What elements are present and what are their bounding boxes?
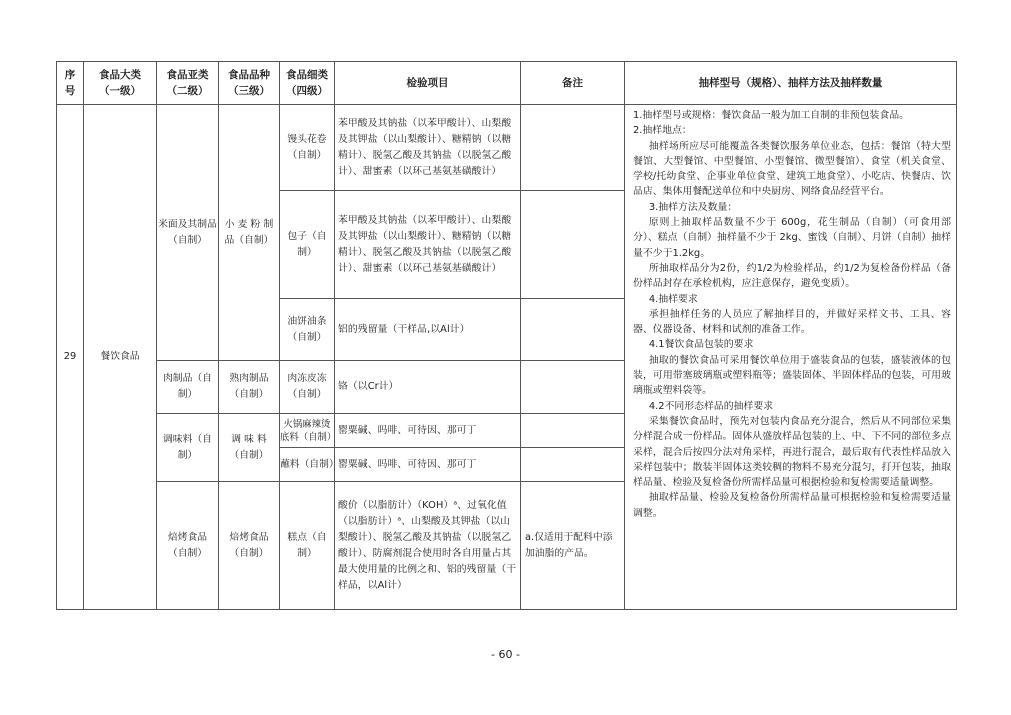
note-cell: a.仅适用于配料中添加油脂的产品。 [521, 482, 625, 610]
test-items-cell: 铬（以Cr计） [335, 361, 521, 414]
header-cat1: 食品大类 （一级） [84, 62, 157, 105]
test-items-cell: 苯甲酸及其钠盐（以苯甲酸计）、山梨酸及其钾盐（以山梨酸计）、糖精钠（以糖精计）、脱氢乙酸及其钠盐（以脱氢乙酸计）、甜蜜素（以环己基氨基磺酸计） [335, 105, 521, 191]
cat2-cell: 米面及其制品 （自制） [157, 105, 219, 361]
cat4-cell: 蘸料（自制） [280, 448, 335, 482]
method-p11: 4.2不同形态样品的抽样要求 [648, 400, 774, 412]
method-p2: 2.抽样地点： [633, 125, 692, 137]
header-cat3: 食品品种 （三级） [219, 62, 280, 105]
header-row [57, 62, 957, 105]
header-note: 备注 [521, 62, 625, 105]
page-number: - 60 - [491, 648, 520, 661]
cat4-cell: 糕点（自 制） [280, 482, 335, 610]
cat4-cell: 肉冻皮冻 （自制） [280, 361, 335, 414]
test-items-cell: 苯甲酸及其钠盐（以苯甲酸计）、山梨酸及其钾盐（以山梨酸计）、糖精钠（以糖精计）、脱氢乙酸及其钠盐（以脱氢乙酸计）、甜蜜素（以环己基氨基磺酸计） [335, 191, 521, 299]
cat2-cell: 焙烤食品 （自制） [157, 482, 219, 610]
note-cell [521, 414, 625, 448]
method-p8: 承担抽样任务的人员应了解抽样目的，并做好采样文书、工具、容器、仪器设备、材料和试剂的准备工作。 [633, 308, 951, 336]
method-p13: 抽取样品量、检验及复检备份所需样品量可根据检验和复检需要适量调整。 [633, 492, 951, 519]
note-cell [521, 448, 625, 482]
cat2-cell: 调味料（自 制） [157, 414, 219, 482]
test-items-cell: 铝的残留量（干样品,以Al计） [335, 299, 521, 361]
cat4-cell: 火锅麻辣烫 底料（自制） [280, 414, 335, 448]
note-cell [521, 105, 625, 191]
method-p7: 4.抽样要求 [648, 293, 698, 305]
note-cell [521, 191, 625, 299]
note-cell [521, 361, 625, 414]
cat3-cell: 调 味 料 （自制） [219, 414, 280, 482]
header-items: 检验项目 [335, 62, 521, 105]
sampling-table [56, 61, 957, 610]
note-cell [521, 299, 625, 361]
method-p9: 4.1餐饮食品包装的要求 [648, 339, 754, 351]
header-seq: 序 号 [57, 62, 84, 105]
test-items-cell: 罂粟碱、吗啡、可待因、那可丁 [335, 448, 521, 482]
method-p4: 3.抽样方法及数量： [648, 201, 738, 213]
cat3-cell: 熟肉制品 （自制） [219, 361, 280, 414]
method-p3: 抽样场所应尽可能覆盖各类餐饮服务单位业态，包括：餐馆（特大型餐馆、大型餐馆、中型餐馆、小型餐馆、微型餐馆）、食堂（机关食堂、学校/托幼食堂、企事业单位食堂、建筑工地食堂）、小吃店、快餐店、饮品店、集体用餐配送单位和中央厨房、网络食品经营平台。 [633, 140, 951, 198]
seq-cell: 29 [57, 105, 84, 610]
cat1-cell: 餐饮食品 [84, 105, 157, 610]
cat4-cell: 包子（自 制） [280, 191, 335, 299]
cat2-cell: 肉制品（自 制） [157, 361, 219, 414]
method-p6: 所抽取样品分为2份，约1/2为检验样品，约1/2为复检备份样品（备 份样品封存在承检机构，应注意保存，避免变质）。 [633, 262, 951, 290]
test-items-cell: 酸价（以脂肪计）（KOH）ᵃ、过氧化值（以脂肪计）ᵃ、山梨酸及其钾盐（以山梨酸计）、脱氢乙酸及其钠盐（以脱氢乙酸计）、防腐剂混合使用时各自用量占其最大使用量的比例之和、铝的残留量（干样品，以Al计） [335, 482, 521, 610]
cat4-cell: 馒头花卷 （自制） [280, 105, 335, 191]
test-items-cell: 罂粟碱、吗啡、可待因、那可丁 [335, 414, 521, 448]
header-cat4: 食品细类 （四级） [280, 62, 335, 105]
method-p10: 抽取的餐饮食品可采用餐饮单位用于盛装食品的包装，盛装液体的包装，可用带塞玻璃瓶或塑料瓶等；盛装固体、半固体样品的包装，可用玻璃瓶或塑料袋等。 [633, 354, 951, 397]
table-row [57, 105, 957, 191]
header-method: 抽样型号（规格）、抽样方法及抽样数量 [625, 62, 957, 105]
method-p5: 原则上抽取样品数量不少于 600g，花生制品（自制）（可食用部分）、糕点（自制）抽样量不少于 2kg、蜜饯（自制）、月饼（自制）抽样量不少于1.2kg。 [633, 217, 951, 259]
method-p12: 采集餐饮食品时，预先对包装内食品充分混合，然后从不同部位采集分样混合成一份样品。固体从盛放样品包装的上、中、下不同的部位多点采样，混合后按四分法对角采样，再进行混合，最后取有代表性样品放入采样包装中；散装半固体这类较稠的物料不易充分混匀，打开包装，抽取样品量、检验及复检备份所需样品量可根据检验和复检需要适量调整。 [633, 415, 951, 489]
method-p1: 1.抽样型号或规格：餐饮食品一般为加工自制的非预包装食品。 [633, 110, 910, 121]
header-cat2: 食品亚类 （二级） [157, 62, 219, 105]
cat4-cell: 油饼油条 （自制） [280, 299, 335, 361]
method-cell [625, 105, 957, 610]
cat3-cell: 焙烤食品 （自制） [219, 482, 280, 610]
cat3-cell: 小 麦 粉 制 品（自制） [219, 105, 280, 361]
